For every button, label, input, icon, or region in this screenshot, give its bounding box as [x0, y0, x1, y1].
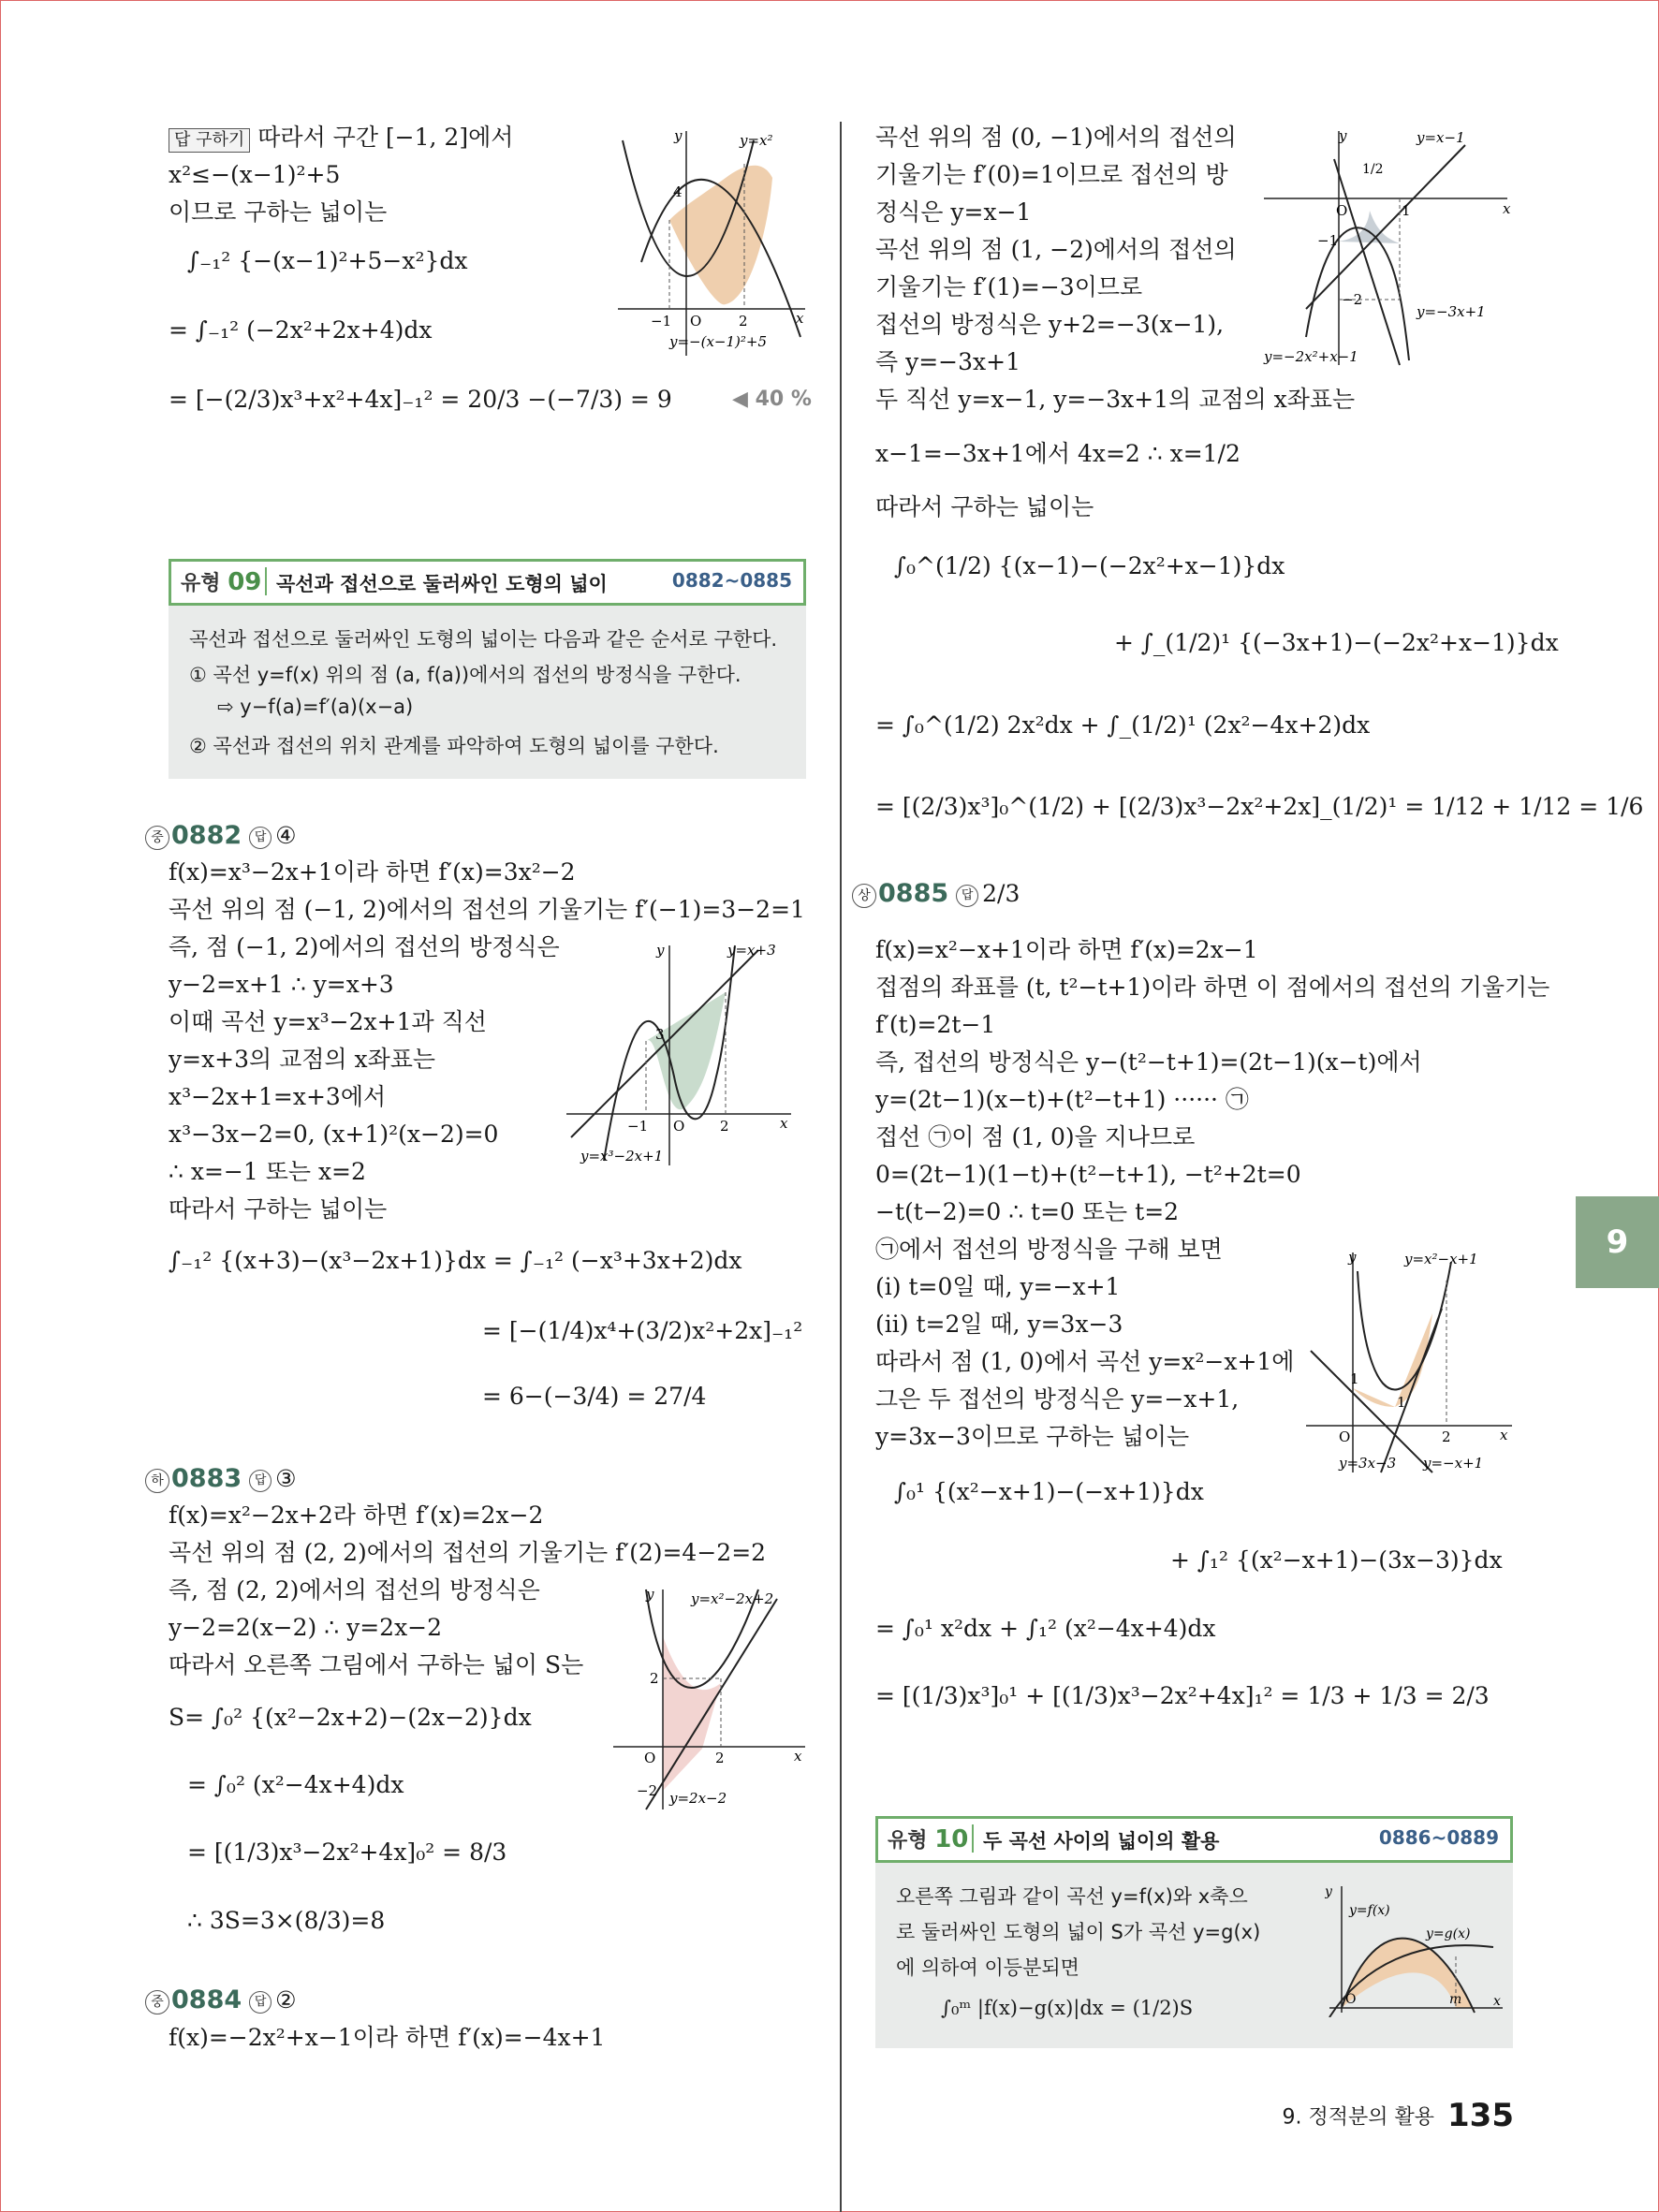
p0882-line-11: = [−(1/4)x⁴+(3/2)x²+2x]₋₁² — [482, 1317, 803, 1344]
chapter-label: 9. 정적분의 활용 — [1282, 2105, 1435, 2130]
graph4-label-line2: y=−3x+1 — [1417, 303, 1486, 320]
p0882-line-2: 즉, 점 (−1, 2)에서의 접선의 방정식은 — [169, 933, 560, 960]
p0885-line-17: = [(1/3)x³]₀¹ + [(1/3)x³−2x²+4x]₁² = 1/3 + 1/3 = 2/3 — [875, 1682, 1490, 1709]
problem-0885-header: 상 0885 답 2/3 — [852, 878, 1020, 910]
graph1-label-curve: y=−(x−1)²+5 — [669, 333, 768, 350]
correct-rate: ◀ 40 % — [732, 388, 812, 411]
chapter-side-tab[interactable]: 9 — [1576, 1196, 1659, 1288]
graph5-label-1x: 1 — [1397, 1394, 1406, 1411]
page-footer — [1283, 2097, 1514, 2134]
graph3-label-curve: y=x²−2x+2 — [691, 1590, 774, 1607]
type09-label: 유형 09 — [181, 568, 262, 596]
p0882-line-5: y=x+3의 교점의 x좌표는 — [169, 1046, 436, 1073]
graph-area-bisection — [1325, 1882, 1507, 2017]
r-line-1: 기울기는 f′(0)=1이므로 접선의 방 — [875, 161, 1228, 188]
graph1-label-2: 2 — [739, 313, 748, 330]
answer-step-line-1: x²≤−(x−1)²+5 — [169, 161, 341, 188]
type09-title: 곡선과 접선으로 둘러싸인 도형의 넓이 — [276, 573, 608, 595]
graph4-label-y: y — [1339, 127, 1347, 144]
type10-label: 유형 10 — [888, 1825, 969, 1853]
answer-tag: 답 구하기 — [169, 128, 250, 153]
r-line-12: = ∫₀^(1/2) 2x²dx + ∫_(1/2)¹ (2x²−4x+2)dx — [875, 711, 1371, 739]
graph5-label-2: 2 — [1442, 1428, 1451, 1445]
level-badge: 상 — [852, 884, 876, 908]
graph3-label-line: y=2x−2 — [669, 1790, 727, 1807]
p0885-line-4: y=(2t−1)(x−t)+(t²−t+1) ······ ㉠ — [875, 1086, 1249, 1113]
p0885-line-10: (ii) t=2일 때, y=3x−3 — [875, 1311, 1123, 1338]
graph2-label-neg1: −1 — [627, 1118, 649, 1135]
type10-header — [875, 1816, 1513, 1863]
p0882-line-3: y−2=x+1 ∴ y=x+3 — [169, 971, 394, 998]
r-line-11: + ∫_(1/2)¹ {(−3x+1)−(−2x²+x−1)}dx — [1114, 629, 1559, 656]
p0883-line-5: S= ∫₀² {(x²−2x+2)−(2x−2)}dx — [169, 1704, 532, 1731]
problem-number: 0885 — [878, 879, 949, 908]
graph3-label-2y: 2 — [650, 1670, 659, 1687]
problem-0883-header: 하 0883 답 ③ — [145, 1463, 297, 1495]
graph3-label-x: x — [794, 1748, 802, 1765]
p0885-line-5: 접선 ㉠이 점 (1, 0)을 지나므로 — [875, 1123, 1196, 1150]
p0885-line-15: + ∫₁² {(x²−x+1)−(3x−3)}dx — [1170, 1546, 1503, 1574]
level-badge: 하 — [145, 1469, 169, 1493]
problem-number: 0883 — [171, 1464, 242, 1493]
answer-step-line-2: 이므로 구하는 넓이는 — [169, 198, 388, 226]
type10-body-line-3: ∫₀ᵐ |f(x)−g(x)|dx = (1/2)S — [941, 1997, 1194, 2019]
p0885-line-7: −t(t−2)=0 ∴ t=0 또는 t=2 — [875, 1198, 1180, 1225]
graph3-label-y: y — [646, 1586, 654, 1603]
p0882-line-0: f(x)=x³−2x+1이라 하면 f′(x)=3x²−2 — [169, 858, 576, 886]
r-line-7: 두 직선 y=x−1, y=−3x+1의 교점의 x좌표는 — [875, 386, 1356, 413]
p0883-line-0: f(x)=x²−2x+2라 하면 f′(x)=2x−2 — [169, 1502, 544, 1529]
p0885-line-9: (i) t=0일 때, y=−x+1 — [875, 1273, 1121, 1300]
answer: 2/3 — [982, 880, 1020, 907]
graph2-label-3: 3 — [655, 1026, 665, 1043]
p0882-line-1: 곡선 위의 점 (−1, 2)에서의 접선의 기울기는 f′(−1)=3−2=1 — [169, 896, 805, 923]
graph5-label-x: x — [1500, 1427, 1508, 1443]
r-line-10: ∫₀^(1/2) {(x−1)−(−2x²+x−1)}dx — [894, 552, 1285, 579]
graph4-label-line1: y=x−1 — [1417, 129, 1465, 146]
p0885-line-16: = ∫₀¹ x²dx + ∫₁² (x²−4x+4)dx — [875, 1615, 1216, 1642]
type09-body — [169, 606, 806, 779]
p0882-line-9: 따라서 구하는 넓이는 — [169, 1195, 388, 1223]
graph4-label-half: 1/2 — [1362, 162, 1384, 177]
graph5-label-line2: y=−x+1 — [1423, 1455, 1484, 1472]
p0883-line-8: ∴ 3S=3×(8/3)=8 — [187, 1907, 386, 1934]
graph5-label-o: O — [1339, 1428, 1351, 1445]
r-line-5: 접선의 방정식은 y+2=−3(x−1), — [875, 311, 1225, 338]
graph2-label-curve: y=x³−2x+1 — [580, 1148, 664, 1165]
p0882-line-6: x³−2x+1=x+3에서 — [169, 1083, 387, 1110]
p0883-line-7: = [(1/3)x³−2x²+4x]₀² = 8/3 — [187, 1838, 507, 1866]
problem-number: 0882 — [171, 821, 242, 850]
p0883-line-4: 따라서 오른쪽 그림에서 구하는 넓이 S는 — [169, 1651, 584, 1678]
graph1-label-4: 4 — [673, 183, 683, 200]
p0885-line-1: 접점의 좌표를 (t, t²−t+1)이라 하면 이 점에서의 접선의 기울기는 — [875, 974, 1550, 1001]
p0883-line-2: 즉, 점 (2, 2)에서의 접선의 방정식은 — [169, 1576, 540, 1604]
page-number: 135 — [1447, 2097, 1514, 2134]
answer-step-line-3: ∫₋₁² {−(x−1)²+5−x²}dx — [187, 247, 468, 274]
graph4-label-o: O — [1336, 202, 1348, 219]
r-line-2: 정식은 y=x−1 — [875, 198, 1032, 226]
graph1-label-o: O — [690, 313, 702, 330]
graph5-label-line1: y=3x−3 — [1339, 1455, 1397, 1472]
p0885-line-3: 즉, 접선의 방정식은 y−(t²−t+1)=(2t−1)(x−t)에서 — [875, 1048, 1422, 1076]
graph5-label-curve: y=x²−x+1 — [1404, 1251, 1478, 1267]
graph-two-tangents — [1259, 122, 1517, 370]
graph6-label-m: m — [1449, 1992, 1462, 2007]
graph1-label-y: y — [674, 127, 683, 144]
problem-0884-header: 중 0884 답 ② — [145, 1985, 297, 2016]
graph6-label-g: y=g(x) — [1426, 1926, 1471, 1941]
type10-range: 0886~0889 — [1378, 1826, 1499, 1849]
answer: ③ — [275, 1465, 297, 1492]
type10-body-line-1: 로 둘러싸인 도형의 넓이 S가 곡선 y=g(x) — [896, 1921, 1261, 1943]
answer-step-line-5: = [−(2/3)x³+x²+4x]₋₁² = 20/3 −(−7/3) = 9 — [169, 386, 672, 413]
p0883-line-6: = ∫₀² (x²−4x+4)dx — [187, 1771, 404, 1798]
p0883-line-1: 곡선 위의 점 (2, 2)에서의 접선의 기울기는 f′(2)=4−2=2 — [169, 1539, 767, 1566]
r-line-6: 즉 y=−3x+1 — [875, 348, 1020, 375]
graph4-label-1: 1 — [1402, 202, 1411, 219]
problem-0882-header: 중 0882 답 ④ — [145, 820, 297, 852]
p0885-line-6: 0=(2t−1)(1−t)+(t²−t+1), −t²+2t=0 — [875, 1161, 1301, 1188]
p0882-line-10: ∫₋₁² {(x+3)−(x³−2x+1)}dx = ∫₋₁² (−x³+3x+2)dx — [169, 1247, 742, 1274]
graph4-label-neg1: −1 — [1317, 232, 1339, 249]
p0883-line-3: y−2=2(x−2) ∴ y=2x−2 — [169, 1614, 443, 1641]
type09-header — [169, 559, 806, 606]
answer-step-line-4: = ∫₋₁² (−2x²+2x+4)dx — [169, 316, 433, 344]
p0885-line-14: ∫₀¹ {(x²−x+1)−(−x+1)}dx — [894, 1478, 1204, 1505]
graph1-label-yx2: y=x² — [740, 132, 773, 149]
p0885-line-2: f′(t)=2t−1 — [875, 1011, 996, 1038]
p0882-line-12: = 6−(−3/4) = 27/4 — [482, 1383, 707, 1410]
answer-step-line-0: 답 구하기 따라서 구간 [−1, 2]에서 — [169, 122, 513, 154]
column-divider — [840, 122, 842, 2212]
graph3-label-2x: 2 — [715, 1750, 725, 1766]
r-line-9: 따라서 구하는 넓이는 — [875, 493, 1094, 520]
r-line-4: 기울기는 f′(1)=−3이므로 — [875, 273, 1143, 300]
p0885-line-11: 따라서 점 (1, 0)에서 곡선 y=x²−x+1에 — [875, 1348, 1295, 1375]
p0885-line-13: y=3x−3이므로 구하는 넓이는 — [875, 1423, 1190, 1450]
type09-body-line-0: 곡선과 접선으로 둘러싸인 도형의 넓이는 다음과 같은 순서로 구한다. — [189, 628, 778, 651]
p0882-line-4: 이때 곡선 y=x³−2x+1과 직선 — [169, 1008, 487, 1035]
graph6-label-o: O — [1345, 1992, 1357, 2007]
p0885-line-8: ㉠에서 접선의 방정식을 구해 보면 — [875, 1236, 1223, 1263]
p0882-line-8: ∴ x=−1 또는 x=2 — [169, 1158, 366, 1185]
graph2-label-2: 2 — [720, 1118, 729, 1135]
graph6-label-f: y=f(x) — [1349, 1903, 1390, 1918]
level-badge: 중 — [145, 826, 169, 850]
r-line-8: x−1=−3x+1에서 4x=2 ∴ x=1/2 — [875, 440, 1241, 467]
problem-number: 0884 — [171, 1985, 242, 2014]
graph6-label-x: x — [1493, 1994, 1501, 2009]
graph6-label-y: y — [1325, 1884, 1332, 1899]
p0884-line-0: f(x)=−2x²+x−1이라 하면 f′(x)=−4x+1 — [169, 2024, 606, 2051]
r-line-3: 곡선 위의 점 (1, −2)에서의 접선의 — [875, 236, 1237, 263]
type09-range: 0882~0885 — [671, 569, 792, 592]
p0885-line-12: 그은 두 접선의 방정식은 y=−x+1, — [875, 1385, 1240, 1413]
graph4-label-curve: y=−2x²+x−1 — [1264, 348, 1358, 365]
graph2-label-o: O — [673, 1118, 685, 1135]
r-line-0: 곡선 위의 점 (0, −1)에서의 접선의 — [875, 124, 1237, 151]
type09-body-line-3: ② 곡선과 접선의 위치 관계를 파악하여 도형의 넓이를 구한다. — [189, 735, 719, 757]
graph4-label-neg2: −2 — [1342, 291, 1363, 308]
answer: ④ — [275, 822, 297, 849]
graph2-label-y: y — [656, 942, 665, 959]
graph-parabola-tangent — [609, 1580, 810, 1814]
type09-body-line-2: ⇨ y−f(a)=f′(a)(x−a) — [217, 696, 414, 718]
graph1-label-x: x — [796, 310, 804, 327]
type09-body-line-1: ① 곡선 y=f(x) 위의 점 (a, f(a))에서의 접선의 방정식을 구한다. — [189, 664, 741, 686]
p0882-line-7: x³−3x−2=0, (x+1)²(x−2)=0 — [169, 1121, 499, 1148]
r-line-13: = [(2/3)x³]₀^(1/2) + [(2/3)x³−2x²+2x]_(1/2)¹ = 1/12 + 1/12 = 1/6 — [875, 793, 1644, 820]
level-badge: 중 — [145, 1990, 169, 2014]
graph-tangents-from-point — [1301, 1243, 1517, 1477]
type10-body-line-2: 에 의하여 이등분되면 — [896, 1956, 1079, 1979]
p0885-line-0: f(x)=x²−x+1이라 하면 f′(x)=2x−1 — [875, 936, 1258, 963]
graph1-label-neg1: −1 — [651, 313, 672, 330]
graph-parabolas-area — [613, 122, 815, 360]
graph2-label-x: x — [780, 1115, 788, 1132]
graph5-label-y: y — [1348, 1249, 1357, 1266]
graph2-label-line: y=x+3 — [727, 942, 776, 959]
type10-title: 두 곡선 사이의 넓이의 활용 — [983, 1830, 1220, 1853]
answer: ② — [275, 1986, 297, 2014]
graph-cubic-tangent — [566, 936, 810, 1170]
graph3-label-o: O — [644, 1750, 656, 1766]
type10-body-line-0: 오른쪽 그림과 같이 곡선 y=f(x)와 x축으 — [896, 1885, 1248, 1908]
graph5-label-1y: 1 — [1350, 1370, 1359, 1387]
graph4-label-x: x — [1503, 200, 1511, 217]
graph3-label-neg2: −2 — [637, 1782, 658, 1799]
